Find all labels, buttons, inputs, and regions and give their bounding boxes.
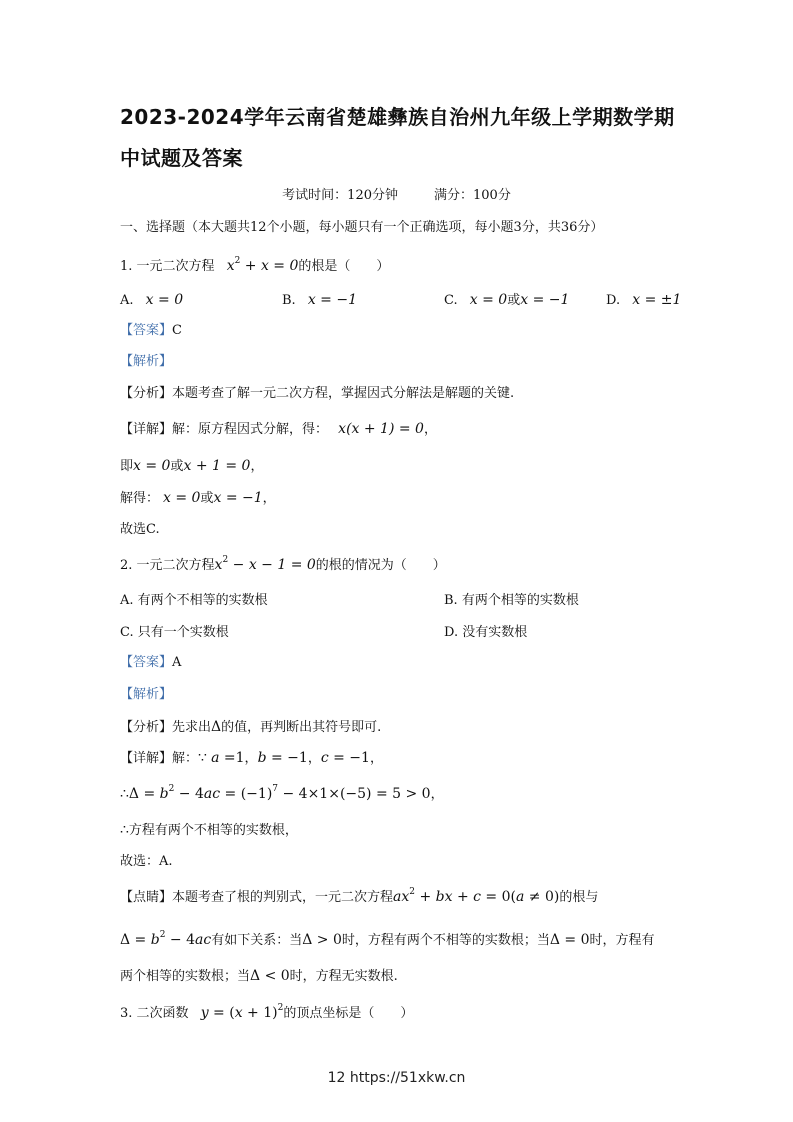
full-score: 满分：100分 [434,188,511,203]
doc-title-line1: 2023-2024学年云南省楚雄彝族自治州九年级上学期数学期 [120,105,675,129]
q1-equation: $x^2 + x = 0$ [226,256,299,274]
q2-option-d: D. 没有实数根 [444,625,528,640]
q2-fenxi: 【分析】先求出Δ的值，再判断出其符号即可. [120,719,382,735]
q2-dianjing-line3: 两个相等的实数根；当Δ < 0时，方程无实数根. [120,968,398,984]
q1-xiangjie: 【详解】解：原方程因式分解，得： x(x + 1) = 0， [120,421,437,437]
q2-xiangjie: 【详解】解：∵ a =1，b = −1，c = −1， [120,750,383,766]
q1-conclusion: 故选C. [120,522,160,537]
q2-option-a: A. 有两个不相等的实数根 [120,593,268,608]
exam-meta [0,186,793,206]
q2-stem: 2. 一元二次方程$x^2 - x - 1 = 0$的根的情况为（ ） [120,555,446,573]
q1-stem: 1. 一元二次方程 $x^2 + x = 0$的根是（ ） [120,256,390,274]
q2-therefore: ∴方程有两个不相等的实数根， [120,822,298,838]
q1-step1: 即x = 0或x + 1 = 0， [120,458,264,474]
page-footer: 12 https://51xkw.cn [327,1070,466,1086]
doc-title-line2: 中试题及答案 [120,146,243,170]
q2-conclusion: 故选：A. [120,854,173,869]
q2-option-b: B. 有两个相等的实数根 [444,593,579,608]
q1-analysis-label: 【解析】 [120,354,173,369]
exam-time: 考试时间：120分钟 [282,188,398,203]
section-heading: 一、选择题（本大题共12个小题，每小题只有一个正确选项，每小题3分，共36分） [120,220,604,235]
q1-fenxi: 【分析】本题考查了解一元二次方程，掌握因式分解法是解题的关键. [120,386,515,401]
q2-option-c: C. 只有一个实数根 [120,625,229,640]
q2-analysis-label: 【解析】 [120,687,173,702]
q1-option-d: D. x = ±1 [606,292,682,308]
q1-option-b: B. x = −1 [282,292,357,308]
q3-stem: 3. 二次函数 $y = (x + 1)^2$的顶点坐标是（ ） [120,1003,414,1021]
q2-answer: 【答案】A [120,655,182,670]
q2-dianjing-line2: $\Delta = b^2 - 4ac$有如下关系：当Δ > 0时，方程有两个不相等的实数根；当Δ = 0时，方程有 [120,930,655,948]
q1-option-a: A. x = 0 [120,292,184,308]
q2-dianjing-line1: 【点睛】本题考查了根的判别式，一元二次方程$ax^2$ + bx + c = 0(a ≠ 0)的根与 [120,887,599,905]
q1-option-c: C. x = 0或x = −1 [444,292,570,308]
q1-step2: 解得： x = 0或x = −1， [120,490,276,506]
q1-answer: 【答案】C [120,323,182,338]
q2-delta-calc: ∴Δ = $b^2 - 4ac = (-1)^7 - 4\times 1\times(-5) = 5 > 0$， [120,784,444,802]
